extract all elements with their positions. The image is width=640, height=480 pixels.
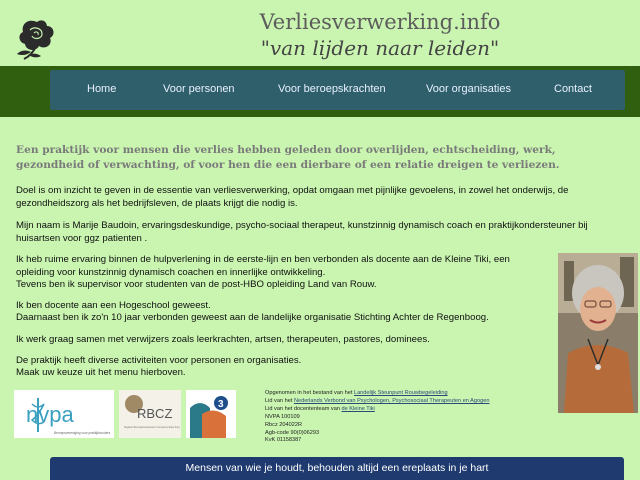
content-panel <box>0 117 640 480</box>
nav-item-home[interactable]: Home <box>87 83 117 95</box>
rbcz-logo-text: RBCZ <box>137 406 173 421</box>
nav-item-voor-personen[interactable]: Voor personen <box>163 83 235 95</box>
portrait-photo <box>558 253 638 413</box>
paragraph-verwijzers: Ik werk graag samen met verwijzers zoals leerkrachten, artsen, therapeuten, pastores, dominees. <box>16 334 430 345</box>
paragraph-keuze: Maak uw keuze uit het menu hierboven. <box>16 367 186 378</box>
third-logo-number: 3 <box>218 399 224 410</box>
info-line2-prefix: Lid van het <box>265 397 293 404</box>
nvpa-logo[interactable] <box>14 390 114 438</box>
paragraph-docente: Ik ben docente aan een Hogeschool geweest. <box>16 300 211 311</box>
info-line1-prefix: Opgenomen in het bestand van het <box>265 390 353 396</box>
nvpa-logo-subtext: Beroepsvereniging voor praktijkhouders <box>54 431 111 435</box>
link-landelijk-steunpunt[interactable]: Landelijk Steunpunt Rouwbegeleiding <box>353 390 448 396</box>
rose-logo-icon <box>12 14 62 60</box>
affiliation-info <box>265 390 489 445</box>
info-nvpa-number: NVPA 100109 <box>265 413 300 420</box>
paragraph-regenboog: Daarnaast ben ik zo'n 10 jaar verbonden geweest aan de landelijke organisatie Stichting Achter de Regenboog. <box>16 312 489 323</box>
link-kleine-tiki[interactable]: de Kleine Tiki <box>341 405 375 412</box>
info-rbcz-number: Rbcz 204022R <box>265 421 303 428</box>
site-title: Verliesverwerking.info <box>259 10 501 34</box>
site-tagline: "van lijden naar leiden" <box>260 36 500 60</box>
nvpa-logo-text: nvpa <box>26 402 74 427</box>
nav-item-voor-beroepskrachten[interactable]: Voor beroepskrachten <box>278 83 386 95</box>
link-nvpa[interactable]: Nederlands Verbond van Psychologen, Psychosociaal Therapeuten en Agogen <box>293 397 490 404</box>
paragraph-supervisor: Tevens ben ik supervisor voor studenten van de post-HBO opleiding Land van Rouw. <box>16 279 377 290</box>
intro-text: Een praktijk voor mensen die verlies hebben geleden door overlijden, echtscheiding, werk, gezondheid of verwachting, of voor hen die een dierbare of een relatie dreigen te verliezen. <box>16 144 560 171</box>
nav-item-voor-organisaties[interactable]: Voor organisaties <box>426 83 511 95</box>
affiliation-logos <box>14 388 238 440</box>
info-line3-prefix: Lid van het docententeam van <box>265 405 340 412</box>
footer-quote: Mensen van wie je houdt, behouden altijd een ereplaats in je hart <box>50 457 624 480</box>
third-logo[interactable] <box>186 390 236 438</box>
nav-item-contact[interactable]: Contact <box>554 83 592 95</box>
main-nav <box>50 70 625 110</box>
paragraph-experience: Ik heb ruime ervaring binnen de hulpverlening in de eerste-lijn en ben verbonden als docente aan de Kleine Tiki, een opleiding voor kunstzinnig dynamisch coachen en innerlijke ontwikkeling. <box>16 254 510 278</box>
rbcz-logo-subtext: Register Beroepsbeoefenaren Complementaire Zorg <box>124 426 180 429</box>
rbcz-logo[interactable] <box>119 390 181 438</box>
paragraph-goal: Doel is om inzicht te geven in de essentie van verliesverwerking, opdat omgaan met pijnlijke gevoelens, in zowel het onderwijs, de gezondheidszorg als het bedrijfsleven, de plaats krijgt die nodig is. <box>16 185 569 209</box>
header <box>0 0 640 66</box>
paragraph-name: Mijn naam is Marije Baudoin, ervaringsdeskundige, psycho-sociaal therapeut, kunstzinnig dynamisch coach en praktijkondersteuner bij huisartsen voor ggz patienten . <box>16 220 588 244</box>
paragraph-activiteiten: De praktijk heeft diverse activiteiten voor personen en organisaties. <box>16 355 302 366</box>
info-agb-code: Agb-code 90(0)06293 <box>265 429 320 436</box>
info-kvk-number: KvK 01158387 <box>265 437 302 444</box>
